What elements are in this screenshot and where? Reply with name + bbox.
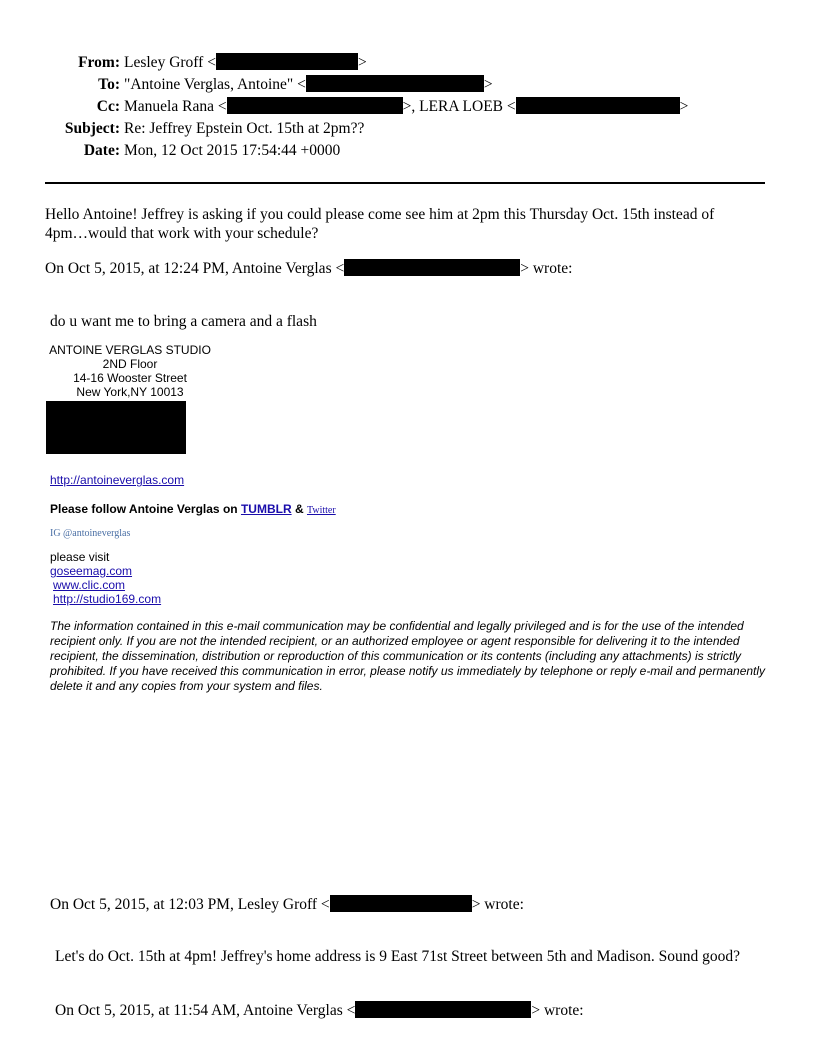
subject-label: Subject: [64,120,120,137]
please-visit-label: please visit [50,550,110,564]
date-label: Date: [83,142,120,159]
redaction-block [330,895,472,912]
quote-header-2: On Oct 5, 2015, at 12:03 PM, Lesley Groff < > wrote: [50,896,524,913]
studio169-link[interactable]: http://studio169.com [53,592,162,606]
twitter-link[interactable]: Twitter [306,505,336,516]
please-visit-block [50,550,161,606]
redaction-block [306,75,484,92]
to-name: "Antoine Verglas, Antoine" < [124,76,306,93]
quote-header-3: On Oct 5, 2015, at 11:54 AM, Antoine Verglas < > wrote: [55,1002,584,1019]
signature-address [45,343,215,399]
tumblr-link[interactable]: TUMBLR [240,502,292,516]
redaction-block [516,97,680,114]
redaction-block [355,1001,531,1018]
cc-value: Manuela Rana < >, LERA LOEB < > [124,98,689,115]
cc-name-1: Manuela Rana < [124,98,227,115]
studio-city: New York,NY 10013 [76,385,184,399]
studio-website-link[interactable]: http://antoineverglas.com [50,473,185,487]
from-label: From: [78,54,120,71]
subject-value: Re: Jeffrey Epstein Oct. 15th at 2pm?? [124,120,365,137]
legal-disclaimer: The information contained in this e-mail communication may be confidential and legally privileged and is for the use of the intended recipient only. If you are not the intended recipient, or an authorized employee or agent responsible for delivering it to the intended recipient, the dissemination, distribution or reproduction of this communication or its contents (including any attachments) is strictly prohibited. If you have received this communication in error, please notify us immediately by telephone or reply e-mail and permanently delete it and any copies from your system and files. [50,619,766,693]
from-value: Lesley Groff < > [124,54,367,71]
to-label: To: [98,76,120,93]
quote-header-1: On Oct 5, 2015, at 12:24 PM, Antoine Verglas < > wrote: [45,260,573,277]
reply-text-1: do u want me to bring a camera and a flash [50,313,317,330]
redaction-block [344,259,520,276]
message-body: Hello Antoine! Jeffrey is asking if you could please come see him at 2pm this Thursday Oct. 15th instead of 4pm…would that work with your schedule? [45,206,715,242]
from-name: Lesley Groff < [124,54,216,71]
to-value: "Antoine Verglas, Antoine" < > [124,76,493,93]
cc-name-2: >, LERA LOEB < [402,98,516,115]
reply-text-2: Let's do Oct. 15th at 4pm! Jeffrey's home address is 9 East 71st Street between 5th and Madison. Sound good? [55,948,741,965]
follow-line: Please follow Antoine Verglas on TUMBLR & Twitter [50,502,336,516]
header-divider [45,182,765,184]
redaction-block [46,401,186,454]
cc-label: Cc: [96,98,120,115]
studio-name: ANTOINE VERGLAS STUDIO [49,343,211,357]
redaction-block [216,53,358,70]
goseemag-link[interactable]: goseemag.com [50,564,133,578]
date-value: Mon, 12 Oct 2015 17:54:44 +0000 [124,142,341,159]
studio-floor: 2ND Floor [102,357,158,371]
studio-street: 14-16 Wooster Street [73,371,187,385]
redaction-block [227,97,403,114]
instagram-handle: IG @antoineverglas [50,528,131,539]
clic-link[interactable]: www.clic.com [53,578,126,592]
